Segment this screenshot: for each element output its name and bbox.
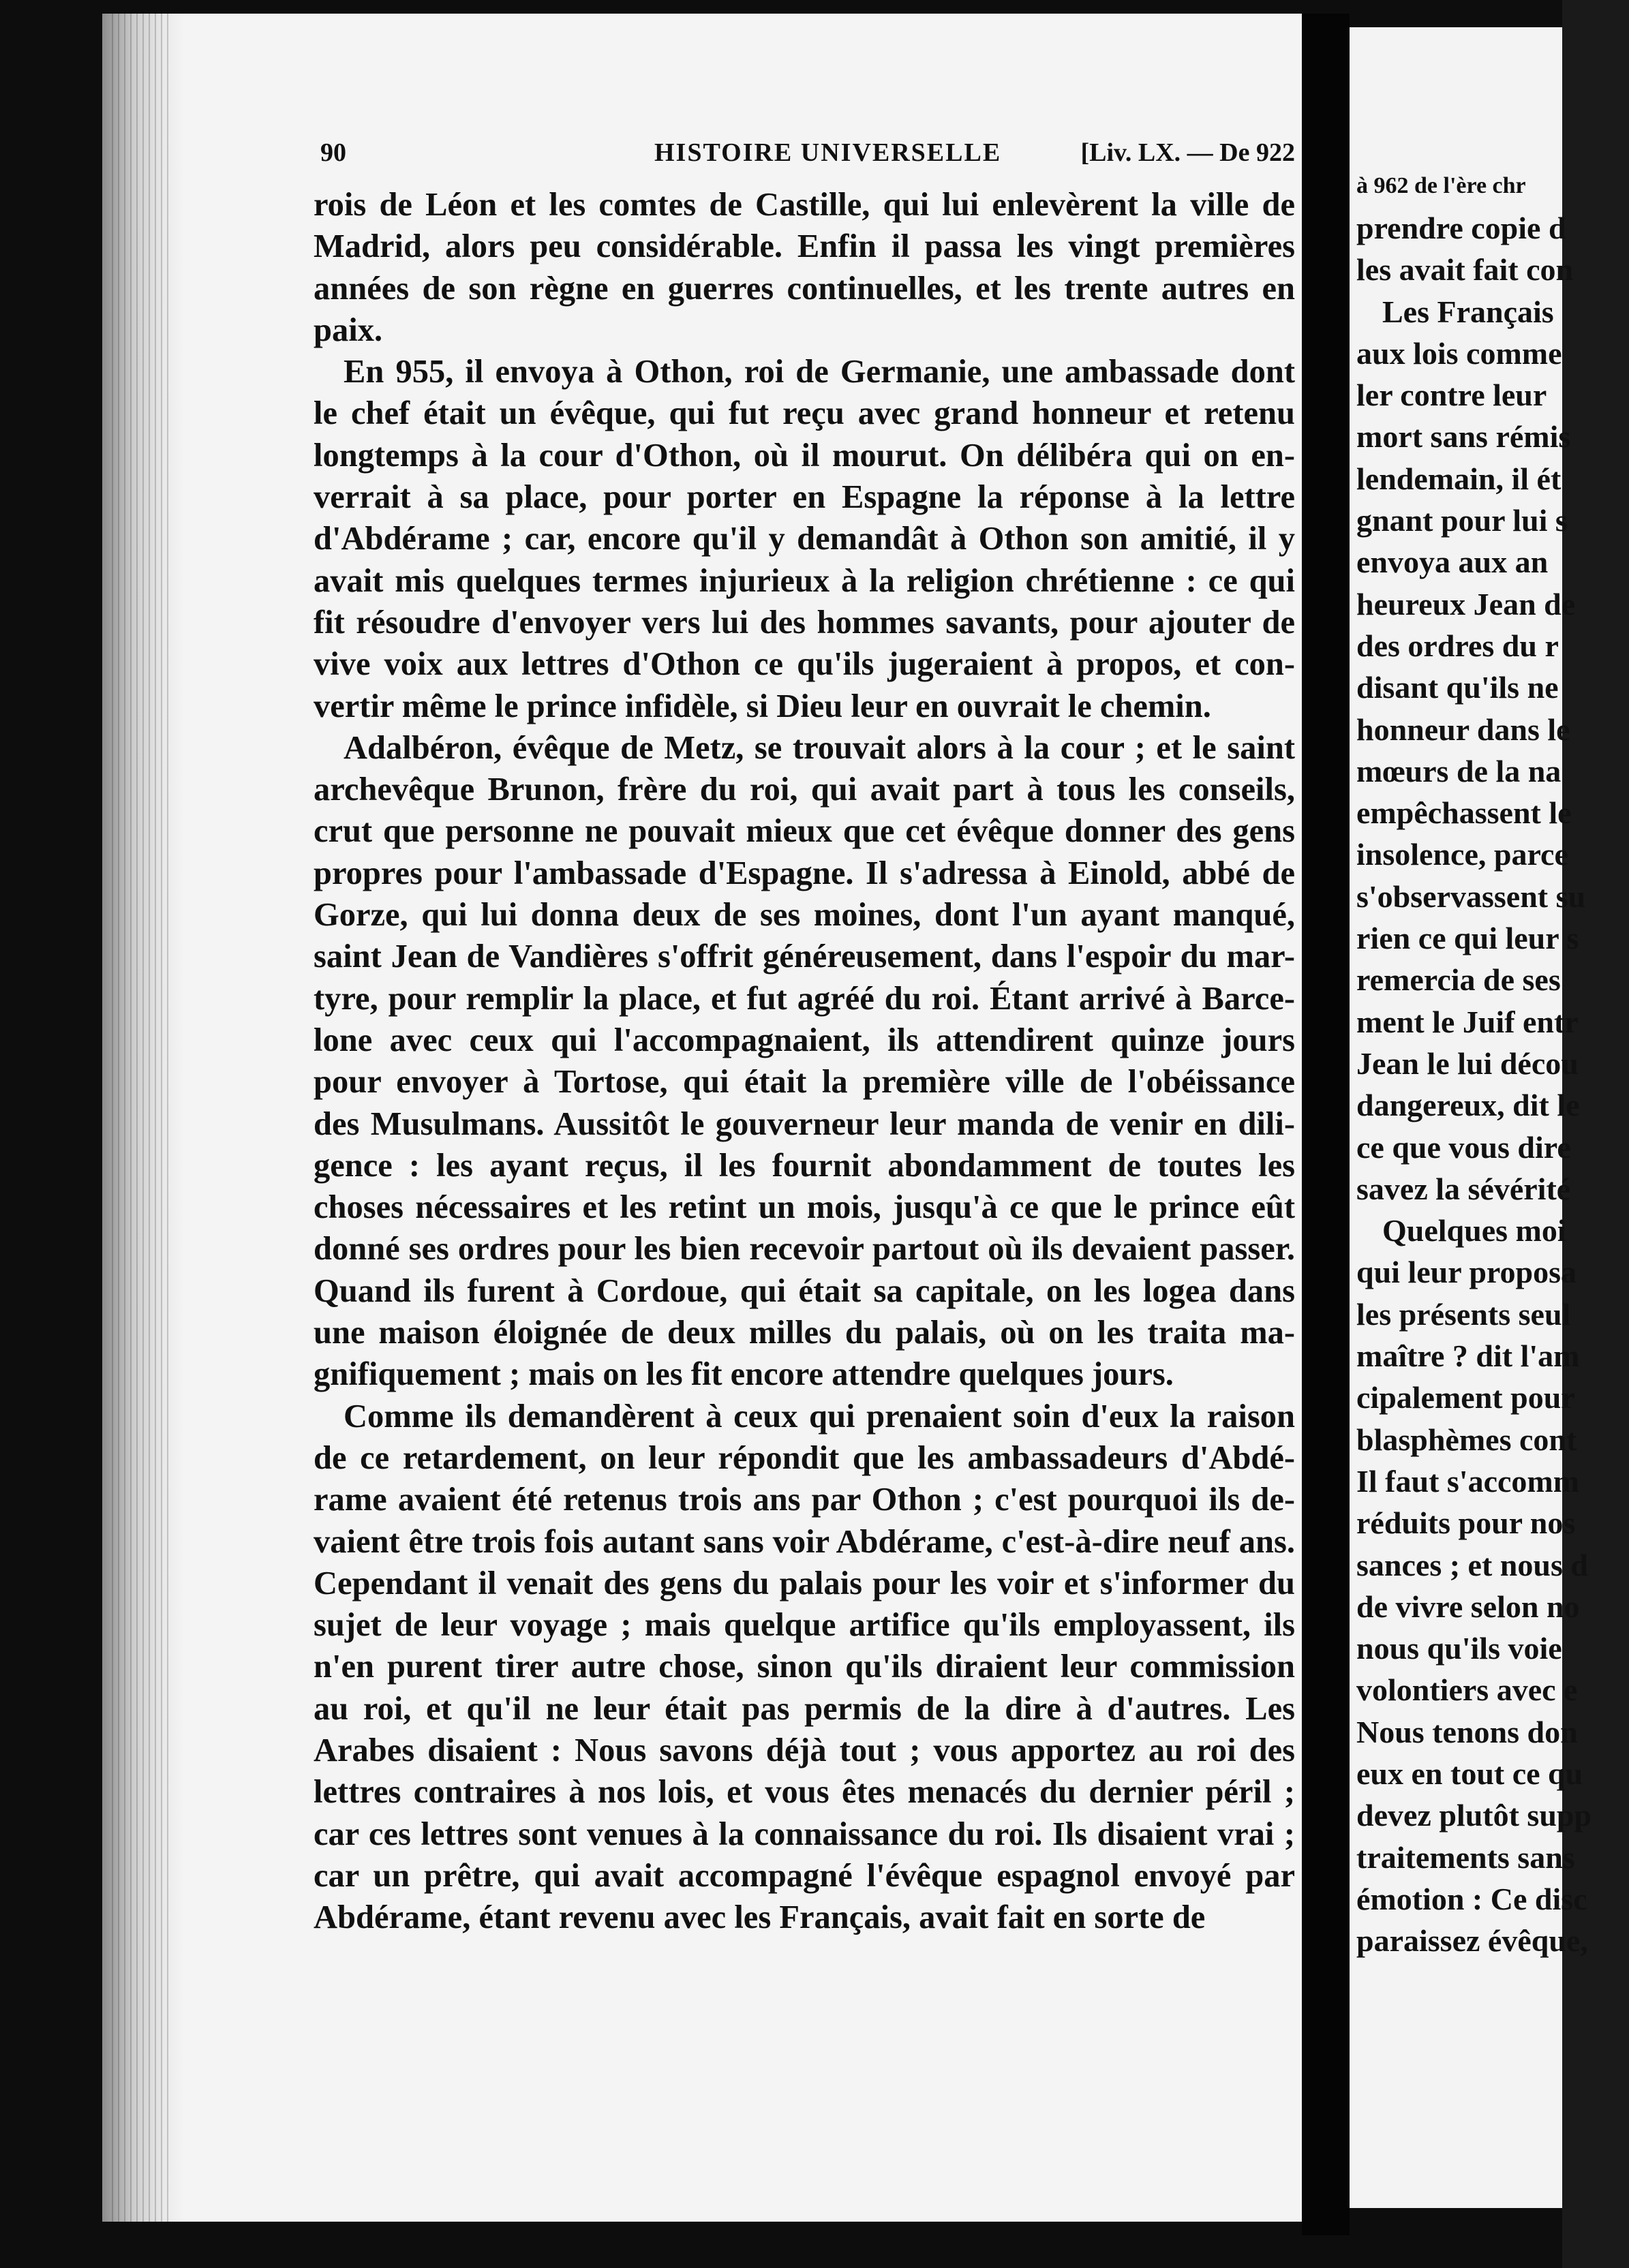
text-line: Gorze, qui lui donna deux de ses moines, dont l'un ayant manqué, xyxy=(314,897,1295,934)
text-line: devez plutôt supp xyxy=(1356,1798,1592,1833)
text-line: choses nécessaires et les retint un mois, jusqu'à ce que le prince eût xyxy=(314,1189,1295,1226)
text-line: tyre, pour remplir la place, et fut agréé du roi. Étant arrivé à Barce- xyxy=(314,980,1295,1017)
paragraph xyxy=(314,727,1295,1396)
paragraph xyxy=(314,184,1295,351)
text-line: qui leur proposa xyxy=(1356,1255,1577,1290)
text-line: maître ? dit l'am xyxy=(1356,1338,1580,1374)
text-line: Arabes disaient : Nous savons déjà tout ; vous apportez au roi des xyxy=(314,1732,1295,1768)
text-line: lendemain, il ét xyxy=(1356,461,1562,496)
text-line: une maison éloignée de deux milles du palais, où on les traita ma- xyxy=(314,1315,1295,1351)
text-line: gence : les ayant reçus, il les fournit abondamment de toutes les xyxy=(314,1147,1295,1184)
text-line: ce que vous dire xyxy=(1356,1129,1571,1165)
text-line: vaient être trois fois autant sans voir Abdérame, c'est-à-dire neuf ans. xyxy=(314,1523,1295,1560)
text-line: empêchassent le xyxy=(1356,795,1572,831)
text-line: des Musulmans. Aussitôt le gouverneur leur manda de venir en dili- xyxy=(314,1105,1295,1142)
text-line: rame avaient été retenus trois ans par Othon ; c'est pourquoi ils de- xyxy=(314,1482,1295,1518)
text-line: ment le Juif entr xyxy=(1356,1004,1579,1039)
text-line: traitements sans xyxy=(1356,1839,1575,1875)
text-line: des ordres du r xyxy=(1356,628,1559,663)
text-line: émotion : Ce disc xyxy=(1356,1881,1587,1916)
text-line: mœurs de la na xyxy=(1356,753,1562,788)
text-line: sujet de leur voyage ; mais quelque artifice qu'ils employassent, ils xyxy=(314,1607,1295,1644)
text-line: volontiers avec e xyxy=(1356,1672,1578,1708)
paragraph xyxy=(314,351,1295,727)
text-line: fit résoudre d'envoyer vers lui des hommes savants, pour ajouter de xyxy=(314,604,1295,641)
text-line: envoya aux an xyxy=(1356,545,1549,580)
right-running-header: à 962 de l'ère chr xyxy=(1356,173,1526,198)
text-line: longtemps à la cour d'Othon, où il mourut. On délibéra qui on en- xyxy=(314,437,1295,474)
running-header xyxy=(320,138,1295,179)
text-line: mort sans rémis xyxy=(1356,419,1571,455)
running-title: HISTOIRE UNIVERSELLE xyxy=(654,138,1002,167)
text-line: insolence, parce xyxy=(1356,837,1568,872)
text-line: archevêque Brunon, frère du roi, qui avait part à tous les conseils, xyxy=(314,771,1295,808)
text-line: d'Abdérame ; car, encore qu'il y demandât à Othon son amitié, il y xyxy=(314,521,1295,557)
text-line: Abdérame, étant revenu avec les Français, avait fait en sorte de xyxy=(314,1899,1206,1936)
text-line: vive voix aux lettres d'Othon ce qu'ils jugeraient à propos, et con- xyxy=(314,646,1295,683)
text-line: pour envoyer à Tortose, qui était la première ville de l'obéissance xyxy=(314,1064,1295,1101)
paragraph xyxy=(314,1396,1295,1939)
text-line: savez la sévérité xyxy=(1356,1171,1571,1206)
text-line: Madrid, alors peu considérable. Enfin il passa les vingt premières xyxy=(314,228,1295,265)
text-line: aux lois comme xyxy=(1356,335,1562,371)
page-number: 90 xyxy=(320,138,346,167)
text-line: saint Jean de Vandières s'offrit généreusement, dans l'espoir du mar- xyxy=(314,938,1295,975)
text-line: s'observassent su xyxy=(1356,878,1586,914)
text-line: disant qu'ils ne xyxy=(1356,670,1559,705)
text-line: car ces lettres sont venues à la connaissance du roi. Ils disaient vrai ; xyxy=(314,1815,1295,1852)
text-line: gnant pour lui s xyxy=(1356,503,1568,538)
text-line: Quand ils furent à Cordoue, qui était sa capitale, on les logea dans xyxy=(314,1272,1295,1309)
text-line: Les Français xyxy=(1382,294,1554,329)
text-line: de ce retardement, on leur répondit que les ambassadeurs d'Abdé- xyxy=(314,1439,1295,1476)
text-line: n'en purent tirer autre chose, sinon qu'ils diraient leur commission xyxy=(314,1649,1295,1685)
text-line: de vivre selon no xyxy=(1356,1589,1580,1624)
text-line: lone avec ceux qui l'accompagnaient, ils attendirent quinze jours xyxy=(314,1022,1295,1058)
text-line: Il faut s'accomm xyxy=(1356,1463,1580,1499)
section-reference: [Liv. LX. — De 922 xyxy=(1080,138,1295,167)
text-line: honneur dans le xyxy=(1356,711,1570,747)
text-line: cipalement pour xyxy=(1356,1380,1575,1415)
text-line: les avait fait con xyxy=(1356,252,1574,288)
text-line: ler contre leur xyxy=(1356,378,1547,413)
text-line: blasphèmes cont xyxy=(1356,1422,1577,1457)
text-line: eux en tout ce qu xyxy=(1356,1756,1583,1791)
text-line: donné ses ordres pour les bien recevoir partout où ils devaient passer. xyxy=(314,1231,1295,1268)
text-line: car un prêtre, qui avait accompagné l'évêque espagnol envoyé par xyxy=(314,1857,1295,1894)
right-page-text-column xyxy=(1356,143,1629,1961)
text-line: Adalbéron, évêque de Metz, se trouvait alors à la cour ; et le saint xyxy=(344,729,1295,766)
text-line: réduits pour nos xyxy=(1356,1505,1576,1541)
text-line: au roi, et qu'il ne leur était pas permis de la dire à d'autres. Les xyxy=(314,1690,1295,1727)
text-line: gnifiquement ; mais on les fit encore attendre quelques jours. xyxy=(314,1356,1174,1393)
text-line: rois de Léon et les comtes de Castille, qui lui enlevèrent la ville de xyxy=(314,187,1295,223)
text-line: nous qu'ils voie xyxy=(1356,1631,1562,1666)
text-line: Cependant il venait des gens du palais pour les voir et s'informer du xyxy=(314,1565,1295,1602)
text-line: Comme ils demandèrent à ceux qui prenaient soin d'eux la raison xyxy=(344,1398,1295,1435)
text-line: avait mis quelques termes injurieux à la religion chrétienne : ce qui xyxy=(314,562,1295,599)
left-page-body-text xyxy=(314,184,1295,1938)
book-spine-gap xyxy=(1302,14,1350,2235)
right-page-partial xyxy=(1350,27,1592,2208)
text-line: heureux Jean de xyxy=(1356,586,1576,622)
text-line: dangereux, dit le xyxy=(1356,1088,1580,1123)
text-line: vertir même le prince infidèle, si Dieu leur en ouvrait le chemin. xyxy=(314,688,1211,724)
text-line: rien ce qui leur s xyxy=(1356,921,1579,956)
text-line: lettres contraires à nos lois, et vous êtes menacés du dernier péril ; xyxy=(314,1774,1295,1811)
text-line: En 955, il envoya à Othon, roi de Germanie, une ambassade dont xyxy=(344,354,1295,390)
text-line: crut que personne ne pouvait mieux que cet évêque donner des gens xyxy=(314,813,1295,850)
text-line: propres pour l'ambassade d'Espagne. Il s'adressa à Einold, abbé de xyxy=(314,855,1295,891)
text-line: paix. xyxy=(314,311,383,348)
text-line: remercia de ses xyxy=(1356,962,1561,998)
text-line: verrait à sa place, pour porter en Espagne la réponse à la lettre xyxy=(314,479,1295,516)
text-line: paraissez évêque, xyxy=(1356,1923,1588,1959)
text-line: Nous tenons don xyxy=(1356,1714,1578,1749)
text-line: sances ; et nous d xyxy=(1356,1547,1588,1582)
text-line: années de son règne en guerres continuelles, et les trente autres en xyxy=(314,270,1295,307)
text-line: le chef était un évêque, qui fut reçu avec grand honneur et retenu xyxy=(314,395,1295,432)
text-line: Jean le lui décou xyxy=(1356,1045,1579,1081)
text-line: les présents seul xyxy=(1356,1296,1571,1332)
page-edge-stack xyxy=(112,14,173,2222)
text-line: prendre copie d xyxy=(1356,211,1566,245)
text-line: Quelques moi xyxy=(1382,1213,1566,1248)
